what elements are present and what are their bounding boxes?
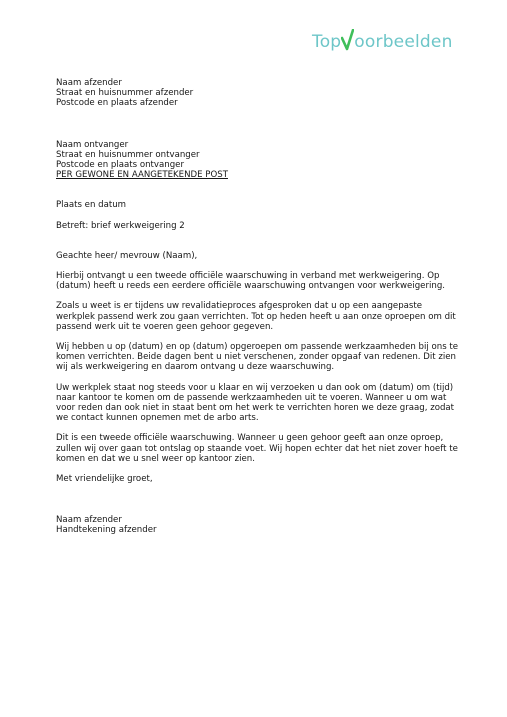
paragraph-2: Zoals u weet is er tijdens uw revalidatieproces afgesproken dat u op een aangepaste werkplek passend werk zou gaan verrichten. Tot op heden heeft u aan onze oproepen om dit passend werk uit te voeren geen gehoor gegeven. bbox=[56, 301, 456, 332]
logo-text-top: Top bbox=[312, 32, 342, 52]
sender-block bbox=[56, 78, 466, 109]
signature-name: Naam afzender bbox=[56, 515, 122, 526]
signature-handwritten: Handtekening afzender bbox=[56, 525, 157, 536]
logo-text-rest: oorbeelden bbox=[354, 32, 453, 52]
topvoorbeelden-logo bbox=[312, 30, 453, 54]
sender-street: Straat en huisnummer afzender bbox=[56, 88, 194, 99]
letter-body bbox=[56, 78, 466, 536]
recipient-street: Straat en huisnummer ontvanger bbox=[56, 149, 200, 160]
paragraph-3: Wij hebben u op (datum) en op (datum) opgeroepen om passende werkzaamheden bij ons te komen verrichten. Beide dagen bent u niet verschenen, zonder opgaaf van redenen. Dit zien wij als werkweigering en daarom ontvang u deze waarschuwing. bbox=[56, 342, 459, 373]
paragraph-5: Dit is een tweede officiële waarschuwing. Wanneer u geen gehoor geeft aan onze oproep, zullen wij over gaan tot ontslag op staande voet. Wij hopen echter dat het niet zover hoeft te komen en dat we u snel weer op kantoor zien. bbox=[56, 433, 458, 464]
sender-name: Naam afzender bbox=[56, 78, 122, 88]
post-method: PER GEWONE EN AANGETEKENDE POST bbox=[56, 170, 228, 181]
paragraph-1: Hierbij ontvangt u een tweede officiële waarschuwing in verband met werkweigering. Op (datum) heeft u reeds een eerdere officiële waarschuwing ontvangen voor werkweigering. bbox=[56, 271, 446, 292]
paragraph-4: Uw werkplek staat nog steeds voor u klaar en wij verzoeken u dan ook om (datum) om (tijd) naar kantoor te komen om de passende werkzaamheden uit te voeren. Wanneer u om wat voor reden dan ook niet in staat bent om het werk te verrichten horen we deze graag, zodat we contact kunnen opnemen met de arbo arts. bbox=[56, 382, 455, 424]
subject-line: Betreft: brief werkweigering 2 bbox=[56, 220, 185, 231]
signature-block bbox=[56, 515, 466, 535]
recipient-name: Naam ontvanger bbox=[56, 139, 129, 150]
recipient-city: Postcode en plaats ontvanger bbox=[56, 160, 185, 171]
place-and-date: Plaats en datum bbox=[56, 200, 127, 211]
closing: Met vriendelijke groet, bbox=[56, 474, 153, 485]
checkmark-v-icon bbox=[341, 29, 354, 51]
sender-city: Postcode en plaats afzender bbox=[56, 98, 178, 109]
salutation: Geachte heer/ mevrouw (Naam), bbox=[56, 250, 198, 261]
recipient-block bbox=[56, 140, 466, 181]
